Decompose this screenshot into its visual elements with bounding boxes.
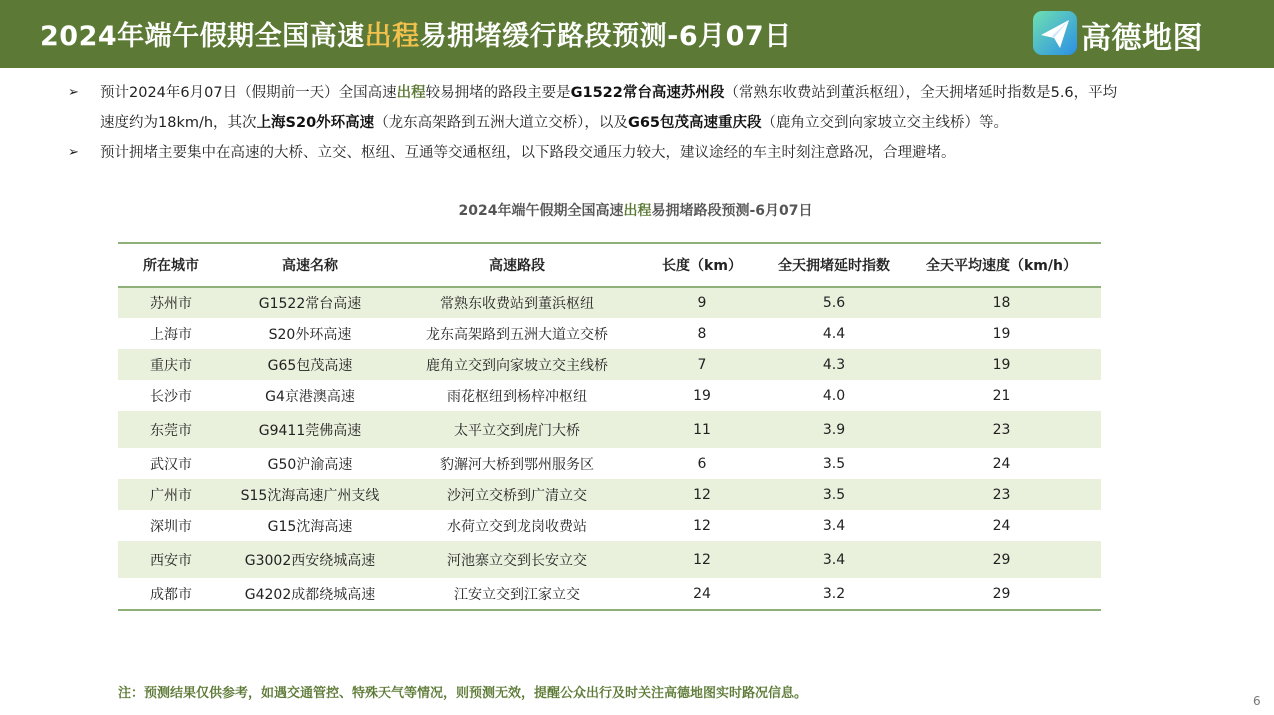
col-header-city: 所在城市 xyxy=(118,243,224,287)
table-row: 广州市 S15沈海高速广州支线 沙河立交桥到广清立交 12 3.5 23 xyxy=(118,479,1101,510)
bullet-item: ➢ 预计拥堵主要集中在高速的大桥、立交、枢纽、互通等交通枢纽，以下路段交通压力较大，建议途经的车主时刻注意路况，合理避堵。 xyxy=(68,138,1218,168)
table-row: 长沙市 G4京港澳高速 雨花枢纽到杨梓冲枢纽 19 4.0 21 xyxy=(150,387,1011,405)
page-number: 6 xyxy=(1253,694,1261,708)
col-header-delay-index: 全天拥堵延时指数 xyxy=(766,243,902,287)
col-header-section: 高速路段 xyxy=(396,243,638,287)
table-row: 成都市 G4202成都绕城高速 江安立交到江家立交 24 3.2 29 xyxy=(118,578,1101,610)
gaode-logo xyxy=(1033,11,1229,55)
table-row: 深圳市 G15沈海高速 水荷立交到龙岗收费站 12 3.4 24 xyxy=(150,517,1011,535)
table-header-row xyxy=(118,243,1101,287)
summary-bullets xyxy=(68,78,1218,168)
header-bar xyxy=(0,0,1274,68)
col-header-highway: 高速名称 xyxy=(224,243,396,287)
footnote: 注：预测结果仅供参考，如遇交通管控、特殊天气等情况，则预测无效，提醒公众出行及时关注高德地图实时路况信息。 xyxy=(118,686,808,701)
col-header-avg-speed: 全天平均速度（km/h） xyxy=(902,243,1101,287)
logo-text: 高德地图 xyxy=(1081,21,1203,56)
title-highlight: 出程 xyxy=(364,21,420,52)
table-row: 东莞市 G9411莞佛高速 太平立交到虎门大桥 11 3.9 23 xyxy=(118,411,1101,448)
col-header-length: 长度（km） xyxy=(638,243,766,287)
congestion-table xyxy=(118,242,1101,611)
bullet-item: ➢ 预计2024年6月07日（假期前一天）全国高速出程较易拥堵的路段主要是G1522常台高速苏州段（常熟东收费站到董浜枢纽），全天拥堵延时指数是5.6，平均 速度约为18km/h，其次上海S20外环高速（龙东高架路到五洲大道立交桥），以及G65包茂高速重庆段（鹿角立交到向家坡立交主线桥）等。 xyxy=(68,78,1218,138)
arrow-bullet-icon: ➢ xyxy=(68,145,79,160)
table-row: 上海市 S20外环高速 龙东高架路到五洲大道立交桥 8 4.4 19 xyxy=(150,325,1011,343)
table-title: 2024年端午假期全国高速出程易拥堵路段预测-6月07日 xyxy=(458,203,813,219)
paper-plane-icon xyxy=(1033,11,1077,55)
page-title: 2024年端午假期全国高速出程易拥堵缓行路段预测-6月07日 xyxy=(40,21,792,52)
table-row: 西安市 G3002西安绕城高速 河池寨立交到长安立交 12 3.4 29 xyxy=(118,541,1101,578)
arrow-bullet-icon: ➢ xyxy=(68,85,79,100)
table-row: 苏州市 G1522常台高速 常熟东收费站到董浜枢纽 9 5.6 18 xyxy=(118,287,1101,318)
table-row: 重庆市 G65包茂高速 鹿角立交到向家坡立交主线桥 7 4.3 19 xyxy=(118,349,1101,380)
table-row: 武汉市 G50沪渝高速 豹澥河大桥到鄂州服务区 6 3.5 24 xyxy=(150,455,1011,473)
